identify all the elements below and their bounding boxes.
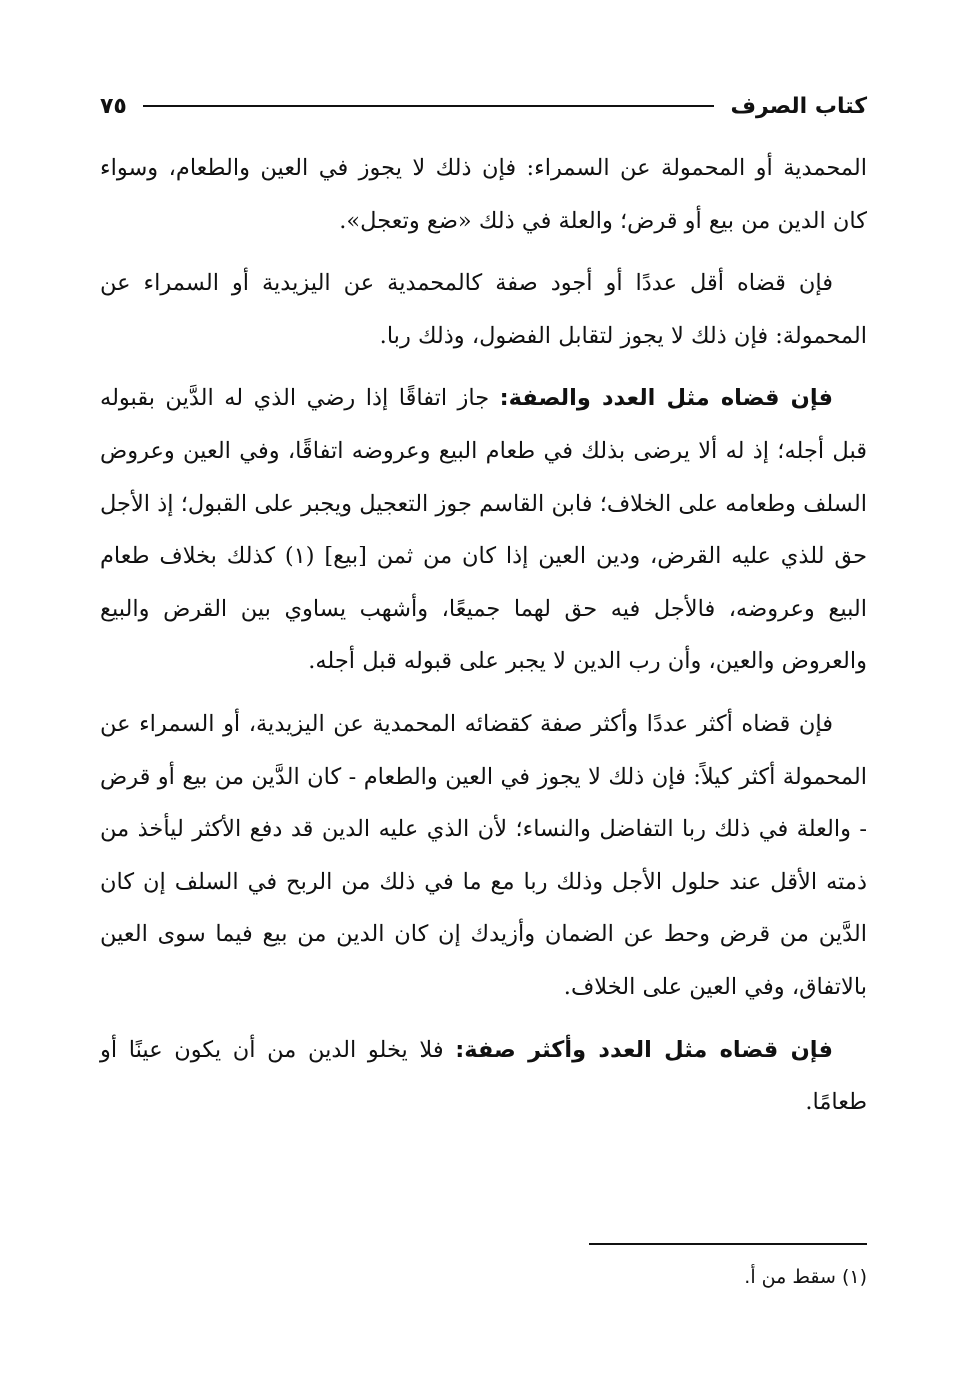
paragraph	[100, 257, 867, 362]
paragraph	[100, 698, 867, 1014]
paragraph	[100, 1024, 867, 1129]
footnote-rule	[589, 1243, 867, 1245]
paragraph-lead: فإن قضاه مثل العدد والصفة:	[499, 385, 833, 412]
paragraph-lead: فإن قضاه مثل العدد وأكثر صفة:	[455, 1036, 833, 1063]
paragraph-text: فلا يخلو الدين من أن يكون عينًا أو طعامًا.	[100, 1036, 867, 1116]
paragraph	[100, 372, 867, 688]
footnote: (١) سقط من أ.	[744, 1266, 867, 1288]
page-number: ٧٥	[100, 93, 127, 119]
header-rule	[143, 105, 715, 107]
running-header	[100, 88, 867, 124]
book-title: كتاب الصرف	[730, 93, 867, 119]
paragraph	[100, 142, 867, 247]
paragraph-text: المحمدية أو المحمولة عن السمراء: فإن ذلك لا يجوز في العين والطعام، وسواء كان الدين من بيع أو قرض؛ والعلة في ذلك «ضع وتعجل».	[100, 155, 867, 234]
paragraph-text: فإن قضاه أكثر عددًا وأكثر صفة كقضائه المحمدية عن اليزيدية، أو السمراء عن المحمولة أكثر كيلاً: فإن ذلك لا يجوز في العين والطعام - كان الدَّين من بيع أو قرض - والعلة في ذلك ربا التفاضل والنساء؛ لأن الذي عليه الدين قد دفع الأكثر ليأخذ من ذمته الأقل عند حلول الأجل وذلك ربا مع ما في ذلك من الربح في السلف إن كان الدَّين من قرض وحط عن الضمان وأزيدك إن كان الدين من بيع فيما سوى العين بالاتفاق، وفي العين على الخلاف.	[100, 710, 867, 1000]
body-text	[100, 142, 867, 1139]
paragraph-text: فإن قضاه أقل عددًا أو أجود صفة كالمحمدية عن اليزيدية أو السمراء عن المحمولة: فإن ذلك لا يجوز لتقابل الفضول، وذلك ربا.	[100, 270, 867, 349]
paragraph-text: جاز اتفاقًا إذا رضي الذي له الدَّين بقبوله قبل أجله؛ إذ له ألا يرضى بذلك في طعام البيع وعروضه اتفاقًا، وفي العين وعروض السلف وطعامه على الخلاف؛ فابن القاسم جوز التعجيل ويجبر على القبول؛ إذ الأجل حق للذي عليه القرض، ودين العين إذا كان من ثمن [بيع] (١) كذلك بخلاف طعام البيع وعروضه، فالأجل فيه حق لهما جميعًا، وأشهب يساوي بين القرض والبيع والعروض والعين، وأن رب الدين لا يجبر على قبوله قبل أجله.	[100, 385, 867, 675]
